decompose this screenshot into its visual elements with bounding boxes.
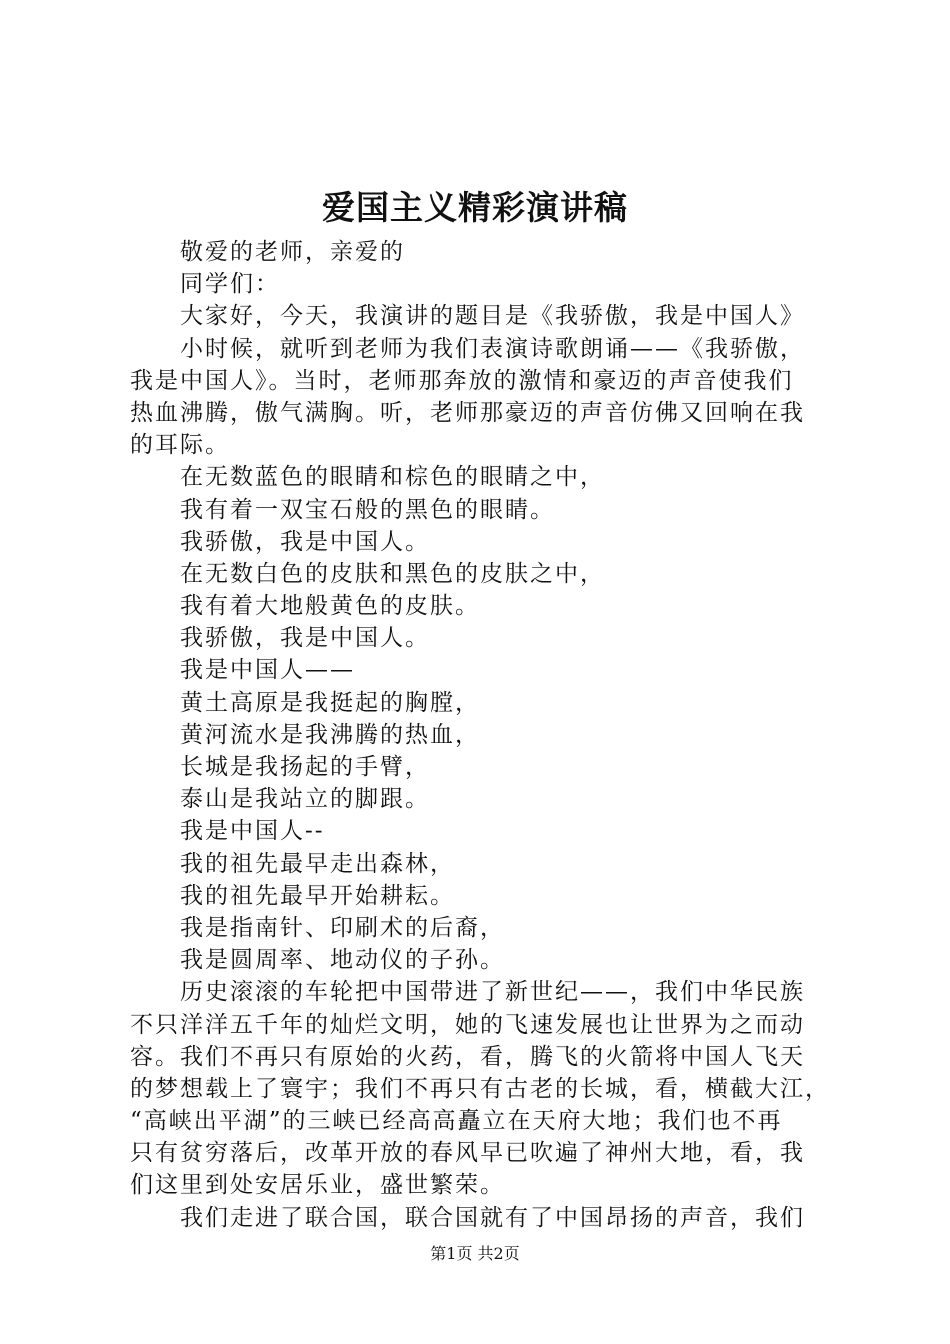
text-line: 在无数蓝色的眼睛和棕色的眼睛之中， <box>180 464 605 491</box>
text-line: 容。我们不再只有原始的火药，看，腾飞的火箭将中国人飞天 <box>130 1043 805 1070</box>
text-line: 泰山是我站立的脚跟。 <box>180 786 430 813</box>
text-line: 我是中国人》。当时，老师那奔放的激情和豪迈的声音使我们 <box>130 367 794 394</box>
text-line: 我是中国人—— <box>180 657 355 684</box>
text-line: 我的祖先最早开始耕耘。 <box>180 882 455 909</box>
page-footer: 第1页 共2页 <box>430 1244 520 1263</box>
text-line: 历史滚滚的车轮把中国带进了新世纪——，我们中华民族 <box>180 979 805 1006</box>
text-line: 长城是我扬起的手臂， <box>180 754 430 780</box>
text-line: 黄河流水是我沸腾的热血， <box>180 721 480 748</box>
text-line: 的梦想载上了寰宇；我们不再只有古老的长城，看，横截大江， <box>130 1075 830 1102</box>
text-line: 敬爱的老师，亲爱的 <box>180 239 405 265</box>
text-line: “高峡出平湖”的三峡已经高高矗立在天府大地；我们也不再 <box>130 1108 783 1135</box>
text-line: 热血沸腾，傲气满胸。听，老师那豪迈的声音仿佛又回响在我 <box>130 399 805 426</box>
text-line: 我是指南针、印刷术的后裔， <box>180 914 505 941</box>
text-line: 小时候，就听到老师为我们表演诗歌朗诵——《我骄傲， <box>180 335 805 362</box>
text-line: 我的祖先最早走出森林， <box>180 850 455 877</box>
text-line: 的耳际。 <box>130 432 230 459</box>
text-line: 我们走进了联合国，联合国就有了中国昂扬的声音，我们 <box>180 1204 805 1231</box>
text-line: 不只洋洋五千年的灿烂文明，她的飞速发展也让世界为之而动 <box>130 1011 805 1038</box>
document-body <box>130 236 840 1234</box>
text-line: 只有贫穷落后，改革开放的春风早已吹遍了神州大地，看，我 <box>130 1140 805 1167</box>
text-line: 我有着一双宝石般的黑色的眼睛。 <box>180 496 555 523</box>
text-line: 我骄傲，我是中国人。 <box>180 528 430 555</box>
text-line: 黄土高原是我挺起的胸膛， <box>180 689 480 716</box>
text-line: 同学们： <box>180 271 280 298</box>
text-line: 们这里到处安居乐业，盛世繁荣。 <box>130 1172 505 1199</box>
text-line: 我是中国人-- <box>180 818 325 845</box>
text-line: 我是圆周率、地动仪的子孙。 <box>180 947 505 974</box>
page-title: 爱国主义精彩演讲稿 <box>322 188 628 227</box>
text-line: 大家好，今天，我演讲的题目是《我骄傲，我是中国人》 <box>180 303 805 330</box>
text-line: 我有着大地般黄色的皮肤。 <box>180 593 480 620</box>
text-line: 我骄傲，我是中国人。 <box>180 625 430 652</box>
text-line: 在无数白色的皮肤和黑色的皮肤之中， <box>180 560 605 587</box>
